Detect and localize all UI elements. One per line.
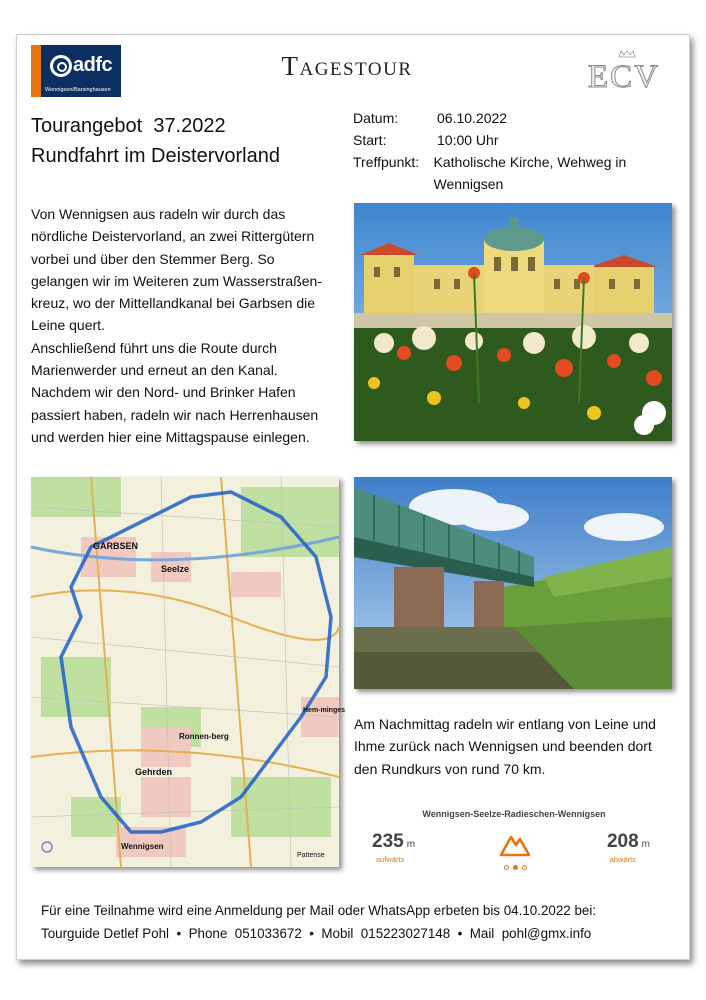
route-name: Wennigsen-Seelze-Radieschen-Wennigsen	[422, 809, 606, 819]
info-value: 10:00 Uhr	[437, 132, 499, 148]
adfc-logo-name: adfc	[73, 54, 113, 76]
adfc-logo-subtitle: Wennigsen/Barsinghausen	[45, 87, 111, 93]
info-label: Treffpunkt:	[353, 154, 420, 170]
registration-note: Für eine Teilnahme wird eine Anmeldung per Mail oder WhatsApp erbeten bis 04.10.2022 bei:	[41, 903, 597, 918]
ascent-number: 235	[372, 831, 404, 852]
map-label: Pattense	[297, 852, 325, 859]
adfc-logo-stripe	[31, 45, 41, 97]
descent-unit: m	[641, 839, 650, 850]
map-label: Seelze	[161, 564, 190, 574]
tour-heading	[31, 111, 280, 171]
tour-name: Rundfahrt im Deistervorland	[31, 145, 280, 167]
info-value: Katholische Kirche, Wehweg in Wennigsen	[433, 154, 627, 192]
map-label: Ronnen-berg	[179, 732, 229, 741]
info-row	[353, 151, 689, 195]
pager-dot[interactable]	[522, 865, 527, 870]
herrenhausen-photo	[354, 203, 672, 441]
route-map	[31, 477, 346, 867]
info-label: Start:	[353, 132, 387, 148]
info-label: Datum:	[353, 110, 399, 126]
intro-paragraph: Von Wennigsen aus radeln wir durch das nördliche Deistervorland, an zwei Rittergütern vorbei und über den Stemmer Berg. So gelangen wir im Weiteren zum Wasserstraßen-kreuz, wo der Mittellandkanal bei Garbsen die Leine quert.	[31, 206, 322, 334]
descent-number: 208	[606, 831, 639, 852]
page-title: Tagestour	[281, 51, 413, 81]
pager-dot-active[interactable]	[513, 865, 518, 870]
pager-dot[interactable]	[504, 865, 509, 870]
intro-paragraph: Anschließend führt uns die Route durch Marienwerder und erneut an den Kanal. Nachdem wir den Nord- und Brinker Hafen passiert haben, radeln wir nach Herrenhausen und werden hier eine Mittagspause einlegen.	[31, 339, 319, 445]
ecv-logo-text: ECV	[588, 59, 660, 95]
adfc-logo-body	[41, 45, 121, 97]
footer	[41, 899, 596, 945]
adfc-logo	[31, 45, 121, 97]
afternoon-text: Am Nachmittag radeln wir entlang von Leine und Ihme zurück nach Wennigsen und beenden dort den Rundkurs von rund 70 km.	[354, 716, 656, 777]
map-label: GARBSEN	[93, 541, 139, 551]
info-row	[353, 129, 689, 151]
canal-bridge-photo	[354, 477, 672, 689]
map-label: Wennigsen	[121, 842, 164, 851]
crown-icon	[619, 51, 635, 57]
elevation-widget	[354, 805, 674, 885]
pager-dots	[504, 865, 527, 870]
flyer-page	[16, 34, 690, 960]
map-label: Hem-minges	[303, 707, 346, 714]
contact-line: Tourguide Detlef Pohl • Phone 051033672 • Mobil 015223027148 • Mail pohl@gmx.info	[41, 926, 592, 941]
intro-text	[31, 203, 331, 448]
ecv-logo	[577, 47, 672, 95]
info-row	[353, 107, 689, 129]
adfc-ring-icon	[50, 55, 72, 77]
ascent-value	[372, 831, 415, 853]
descent-label: abwärts	[609, 855, 636, 864]
tour-number: Tourangebot 37.2022	[31, 115, 226, 137]
ascent-unit: m	[406, 839, 416, 850]
tour-info	[353, 107, 689, 195]
map-label: Gehrden	[135, 767, 173, 777]
mountain-icon	[499, 829, 531, 857]
info-value: 06.10.2022	[437, 110, 508, 126]
ascent-label: aufwärts	[376, 855, 405, 864]
descent-value	[607, 831, 650, 853]
